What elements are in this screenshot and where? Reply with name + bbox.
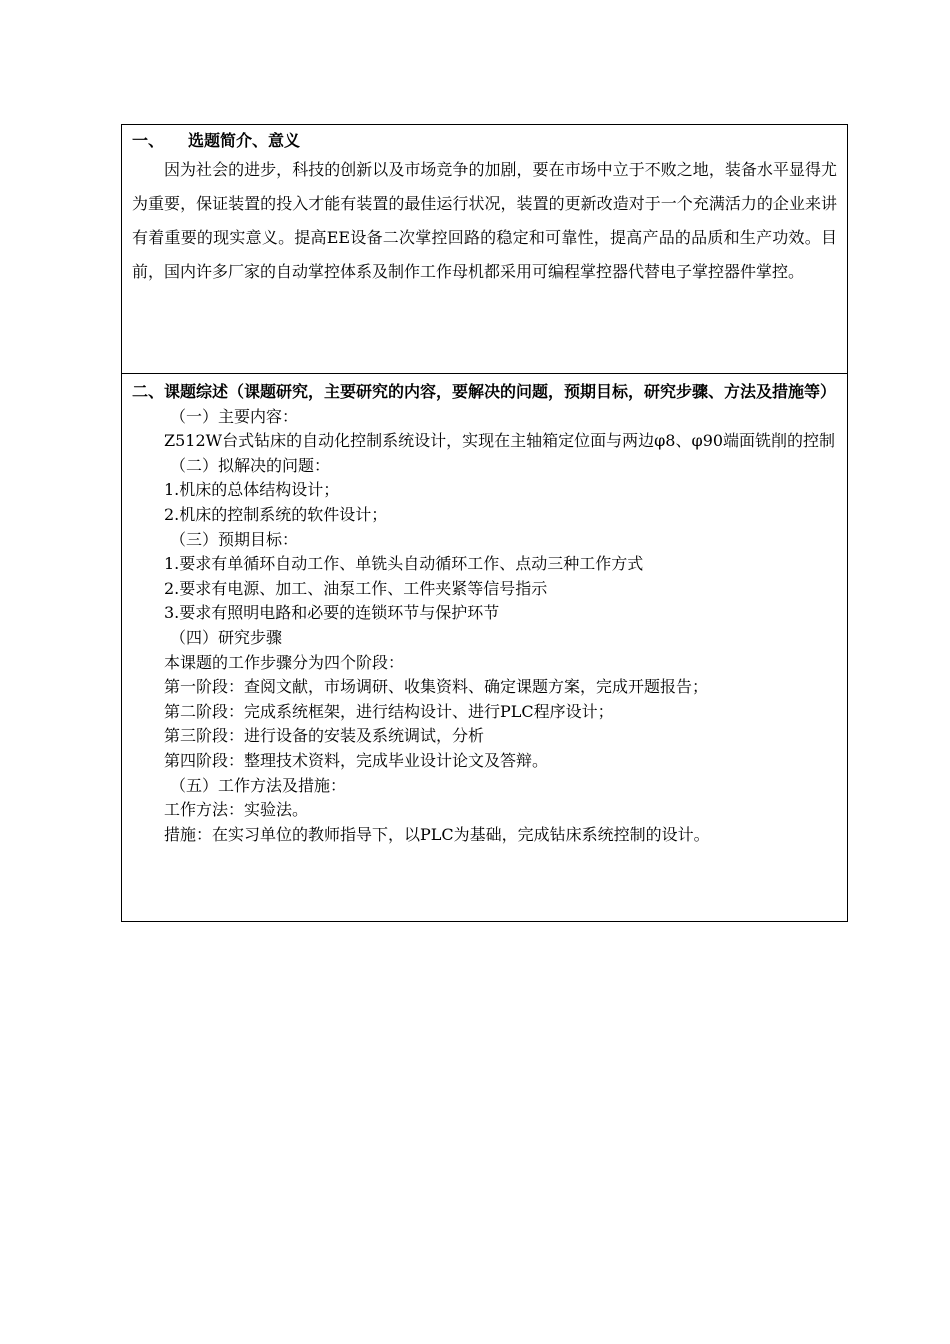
subsection-1-paragraph: Z512W台式钻床的自动化控制系统设计，实现在主轴箱定位面与两边φ8、φ90端面铣削的控制 — [164, 431, 836, 451]
list-item: 措施：在实习单位的教师指导下，以PLC为基础，完成钻床系统控制的设计。 — [164, 824, 710, 844]
list-item: 2.要求有电源、加工、油泵工作、工件夹紧等信号指示 — [164, 578, 548, 598]
subsection-4-intro: 本课题的工作步骤分为四个阶段： — [164, 652, 405, 672]
subsection-4-title: （四）研究步骤 — [170, 627, 283, 647]
subsection-3-title: （三）预期目标： — [170, 529, 299, 549]
section-1-paragraph: 因为社会的进步，科技的创新以及市场竞争的加剧，要在市场中立于不败之地，装备水平显得尤为重要，保证装置的投入才能有装置的最佳运行状况，装置的更新改造对于一个充满活力的企业来讲有着重要的现实意义。提高EE设备二次掌控回路的稳定和可靠性，提高产品的品质和生产功效。目前，国内许多厂家的自动掌控体系及制作工作母机都采用可编程掌控器代替电子掌控器件掌控。 — [132, 160, 837, 281]
subsection-2-title: （二）拟解决的问题： — [170, 455, 331, 475]
section-topic-intro — [122, 125, 847, 374]
list-item: 3.要求有照明电路和必要的连锁环节与保护环节 — [164, 603, 500, 623]
list-item: 1.机床的总体结构设计； — [164, 480, 340, 500]
list-item: 工作方法：实验法。 — [164, 800, 309, 820]
list-item: 第三阶段：进行设备的安装及系统调试，分析 — [164, 726, 485, 746]
subsection-5-title: （五）工作方法及措施： — [170, 775, 347, 795]
proposal-form-table — [121, 124, 848, 922]
list-item: 1.要求有单循环自动工作、单铣头自动循环工作、点动三种工作方式 — [164, 554, 644, 574]
section-1-number: 一、 — [132, 131, 165, 150]
list-item: 第四阶段：整理技术资料，完成毕业设计论文及答辩。 — [164, 750, 549, 770]
list-item: 第二阶段：完成系统框架，进行结构设计、进行PLC程序设计； — [164, 701, 614, 721]
section-topic-review — [122, 374, 847, 921]
subsection-1-title: （一）主要内容： — [170, 406, 299, 426]
list-item: 2.机床的控制系统的软件设计； — [164, 504, 388, 524]
list-item: 第一阶段：查阅文献，市场调研、收集资料、确定课题方案，完成开题报告； — [164, 677, 709, 697]
section-1-heading — [132, 131, 837, 151]
section-1-title: 选题简介、意义 — [188, 131, 301, 150]
section-2-heading: 二、课题综述（课题研究，主要研究的内容，要解决的问题，预期目标，研究步骤、方法及措施等） — [132, 382, 837, 401]
